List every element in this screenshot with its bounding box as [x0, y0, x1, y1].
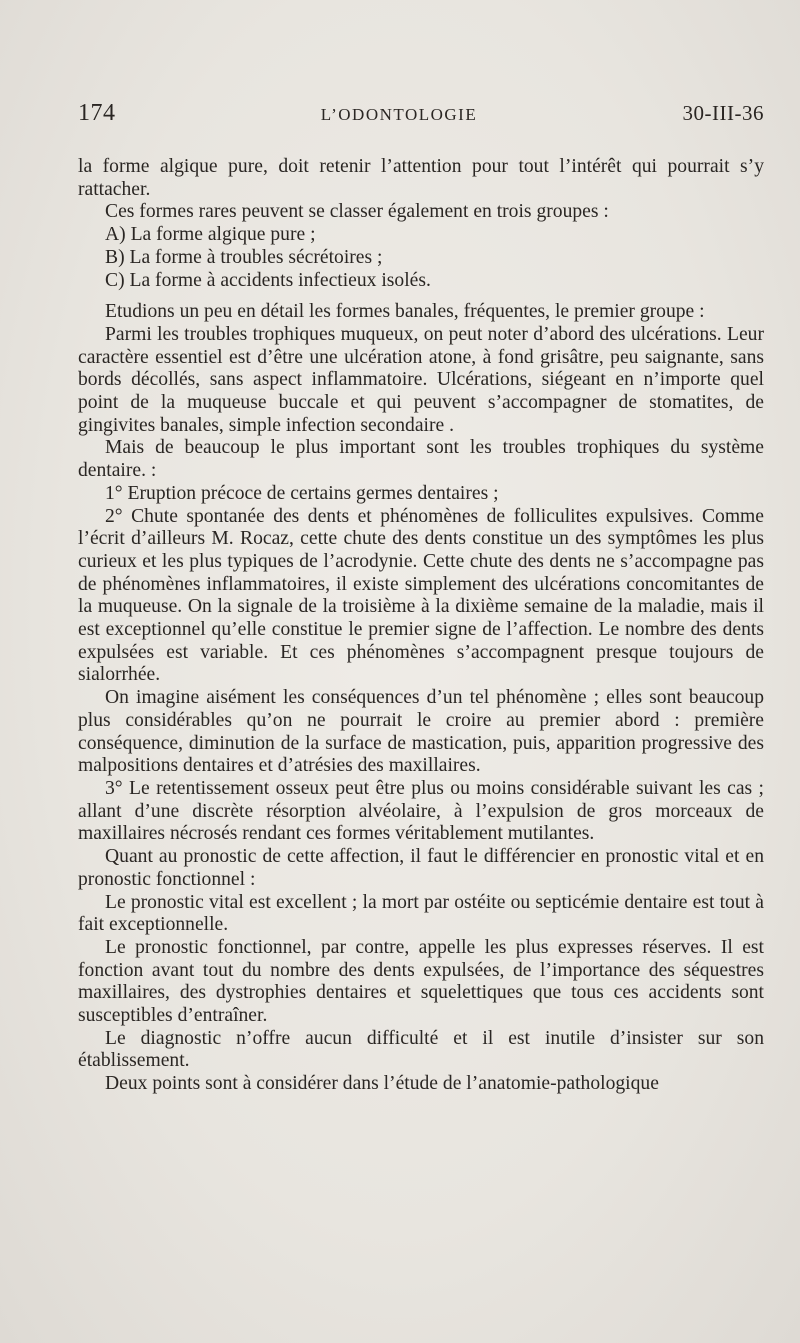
- paragraph-anatomy: Deux points sont à considérer dans l’étude de l’anatomie-pathologique: [105, 1073, 659, 1095]
- list-item-2: 2° Chute spontanée des dents et phénomènes de folliculites expulsives. Comme l’écrit d’ailleurs M. Rocaz, cette chute des dents constitue un des symptômes les plus curieux et les plus typiques de l’acrodynie. Cette chute des dents ne s’accompagne pas de phénomènes inflammatoires, il existe simplement des ulcérations concomitantes de la muqueuse. On la signale de la troisième à la dixième semaine de la maladie, mais il est exceptionnel qu’elle constitue le premier signe de l’affection. Le nombre des dents expulsées est variable. Et ces phénomènes s’accompagnent presque toujours de sialorrhée.: [78, 505, 764, 686]
- paragraph-vital-prognosis: Le pronostic vital est excellent ; la mort par ostéite ou septicémie dentaire est tout à fait exceptionnelle.: [78, 891, 764, 936]
- page-number: 174: [78, 100, 116, 126]
- issue-date: 30-III-36: [682, 101, 764, 125]
- paragraph-dental-disorders: Mais de beaucoup le plus important sont les troubles trophiques du système dentaire. :: [78, 437, 764, 482]
- paragraph-continuation: la forme algique pure, doit retenir l’attention pour tout l’intérêt qui pourrait s’y rattacher.: [78, 156, 764, 200]
- paragraph-prognosis: Quant au pronostic de cette affection, il faut le différencier en pronostic vital et en pronostic fonctionnel :: [78, 846, 764, 890]
- paragraph-groups-intro: Ces formes rares peuvent se classer également en trois groupes :: [105, 201, 609, 223]
- list-item-a: A) La forme algique pure ;: [105, 224, 316, 246]
- list-item-b: B) La forme à troubles sécrétoires ;: [105, 246, 383, 268]
- paragraph-diagnosis: Le diagnostic n’offre aucun difficulté et il est inutile d’insister sur son établissement.: [78, 1027, 764, 1072]
- list-item-1: 1° Eruption précoce de certains germes dentaires ;: [105, 482, 499, 504]
- paragraph-consequences: On imagine aisément les conséquences d’un tel phénomène ; elles sont beaucoup plus considérables qu’on ne pourrait le croire au premier abord : première conséquence, diminution de la surface de mastication, puis, apparition progressive des malpositions dentaires et d’atrésies des maxillaires.: [78, 687, 764, 777]
- paragraph-functional-prognosis: Le pronostic fonctionnel, par contre, appelle les plus expresses réserves. Il est fonction avant tout du nombre des dents expulsées, de l’importance des séquestres maxillaires, des dystrophies dentaires et squelettiques que tous ces accidents sont susceptibles d’entraîner.: [78, 936, 764, 1027]
- running-header: [78, 100, 764, 130]
- journal-title: L’ODONTOLOGIE: [320, 105, 478, 124]
- list-item-c: C) La forme à accidents infectieux isolés.: [105, 269, 431, 291]
- list-item-3: 3° Le retentissement osseux peut être plus ou moins considérable suivant les cas ; allant d’une discrète résorption alvéolaire, à l’expulsion de gros morceaux de maxillaires nécrosés rendant ces formes véritablement mutilantes.: [78, 777, 764, 845]
- paragraph-first-group: Etudions un peu en détail les formes banales, fréquentes, le premier groupe :: [105, 301, 705, 323]
- article-body: [78, 156, 764, 1096]
- paragraph-mucosal-disorders: Parmi les troubles trophiques muqueux, on peut noter d’abord des ulcérations. Leur caractère essentiel est d’être une ulcération atone, à fond grisâtre, peu saignante, sans bords décollés, sans aspect inflammatoire. Ulcérations, siégeant en n’importe quel point de la muqueuse buccale et qui peuvent s’accompagner de stomatites, de gingivites banales, simple infection secondaire .: [78, 323, 764, 436]
